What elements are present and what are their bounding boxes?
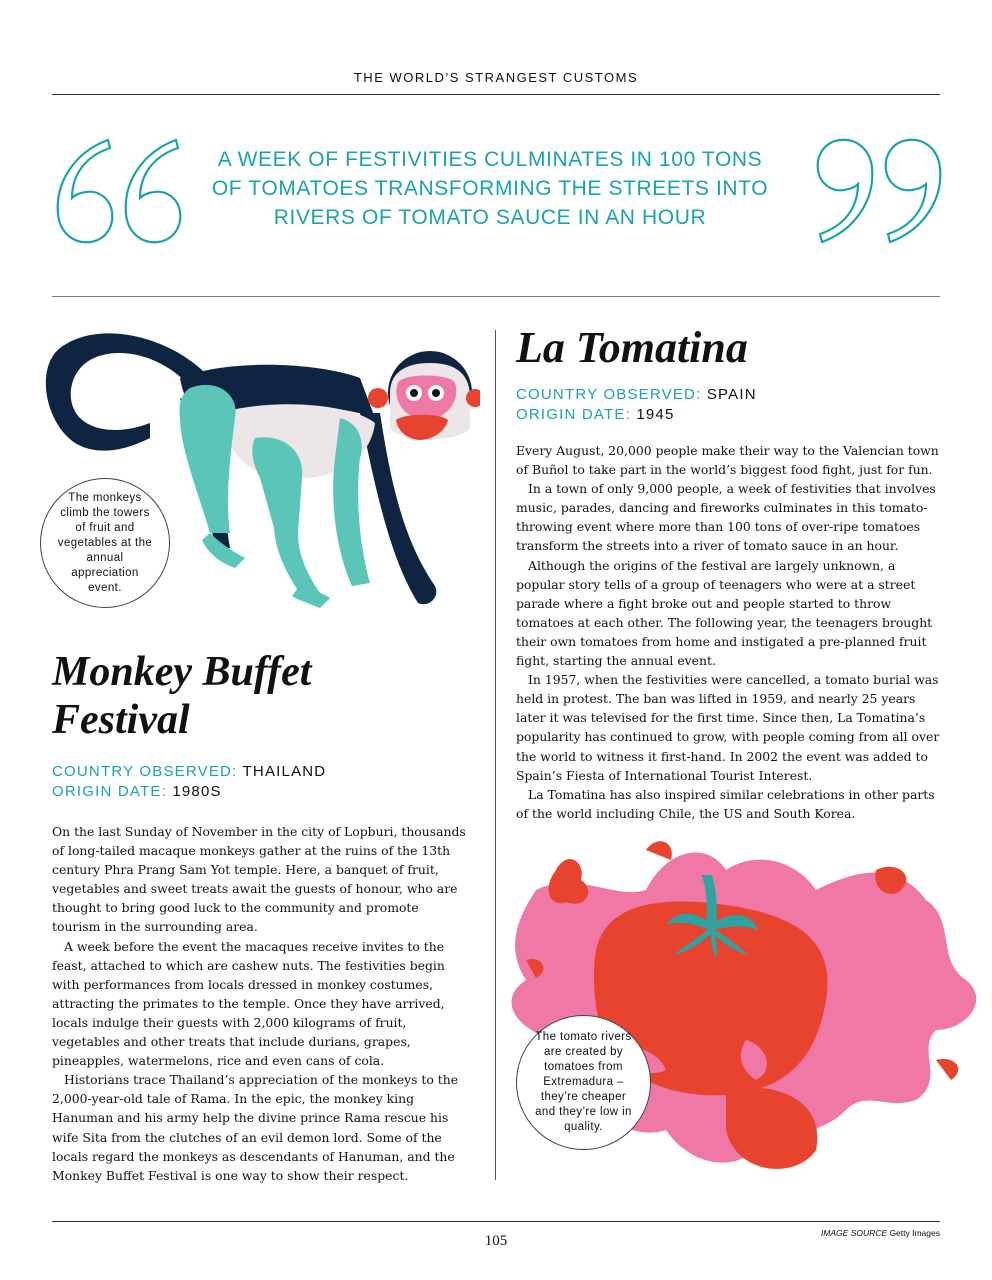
tomatina-paragraph: La Tomatina has also inspired similar celebrations in other parts of the world including Chile, the US and South Korea. <box>516 786 935 821</box>
monkey-body <box>52 822 470 1185</box>
image-credit <box>821 1228 940 1238</box>
tomatina-paragraph: In 1957, when the festivities were cancelled, a tomato burial was held in protest. The ban was lifted in 1959, and nearly 25 years later it was televised for the first time. Since then, La Tomatina’s popularity has continued to grow, with people coming from all over the world to witness it first-hand. In 2002 the event was added to Spain’s Fiesta of International Tourist Interest. <box>516 672 940 783</box>
tomatina-paragraph: Every August, 20,000 people make their way to the Valencian town of Buñol to take part in the world’s biggest food fight, just for fun. <box>516 443 939 478</box>
header-rule <box>52 94 940 95</box>
tomatina-origin-value: 1945 <box>636 406 675 423</box>
monkey-paragraph: A week before the event the macaques receive invites to the feast, attached to which are cashew nuts. The festivities begin with performances from locals dressed in monkey costumes, attracting the primates to the temple. Once they have arrived, locals indulge their guests with 2,000 kilograms of fruit, vegetables and other treats that include durians, grapes, pineapples, watermelons, rice and even cans of cola. <box>52 938 445 1069</box>
section-header: THE WORLD’S STRANGEST CUSTOMS <box>353 70 639 85</box>
monkey-origin-label: ORIGIN DATE: <box>52 783 167 800</box>
tomatina-country-value: SPAIN <box>706 386 757 403</box>
open-quote-icon <box>50 132 190 250</box>
monkey-title-line1: Monkey Buffet <box>52 649 312 695</box>
monkey-origin-value: 1980S <box>172 783 222 800</box>
tomatina-callout: The tomato rivers are created by tomatoes from Extremadura – they’re cheaper and they’re low in quality. <box>516 1015 651 1150</box>
monkey-paragraph: Historians trace Thailand’s appreciation of the monkeys to the 2,000-year-old tale of Rama. In the epic, the monkey king Hanuman and his army help the divine prince Rama rescue his wife Sita from the clutches of an evil demon lord. Some of the locals regard the monkeys as descendants of Hanuman, and the Monkey Buffet Festival is one way to show their respect. <box>52 1072 459 1183</box>
footer-rule <box>52 1221 940 1222</box>
monkey-title <box>52 648 311 744</box>
monkey-country-label: COUNTRY OBSERVED: <box>52 763 238 780</box>
tomatina-paragraph: Although the origins of the festival are largely unknown, a popular story tells of a group of teenagers who were at a street parade where a fight broke out and people started to throw tomatoes at each other. The following year, the teenagers brought their own tomatoes from home and instigated a pre-planned fruit fight, starting the annual event. <box>516 557 933 669</box>
tomatina-origin-label: ORIGIN DATE: <box>516 406 631 423</box>
credit-value: Getty Images <box>889 1228 940 1238</box>
credit-label: IMAGE SOURCE <box>820 1228 888 1238</box>
monkey-title-line2: Festival <box>52 697 190 743</box>
close-quote-icon <box>808 132 948 250</box>
page-number: 105 <box>484 1233 508 1249</box>
tomatina-country-label: COUNTRY OBSERVED: <box>516 386 702 403</box>
tomatina-paragraph: In a town of only 9,000 people, a week of festivities that involves music, parades, dancing and fireworks culminates in this tomato-throwing event where more than 100 tons of over-ripe tomatoes transform the streets into a river of tomato sauce in an hour. <box>516 481 936 554</box>
tomatina-body <box>516 441 940 823</box>
tomatina-title: La Tomatina <box>516 323 748 372</box>
tomatina-meta <box>516 385 757 425</box>
pull-quote: A WEEK OF FESTIVITIES CULMINATES IN 100 TONS OF TOMATOES TRANSFORMING THE STREETS INTO RIVERS OF TOMATO SAUCE IN AN HOUR <box>211 148 769 229</box>
quote-rule <box>52 296 940 297</box>
monkey-callout: The monkeys climb the towers of fruit and vegetables at the annual appreciation event. <box>40 478 170 608</box>
monkey-country-value: THAILAND <box>242 763 327 780</box>
monkey-meta <box>52 762 326 802</box>
monkey-paragraph: On the last Sunday of November in the city of Lopburi, thousands of long-tailed macaque monkeys gather at the ruins of the 13th century Phra Prang Sam Yot temple. Here, a banquet of fruit, vegetables and sweet treats await the guests of honour, who are thought to bring good luck to the community and promote tourism in the surrounding area. <box>52 824 466 935</box>
